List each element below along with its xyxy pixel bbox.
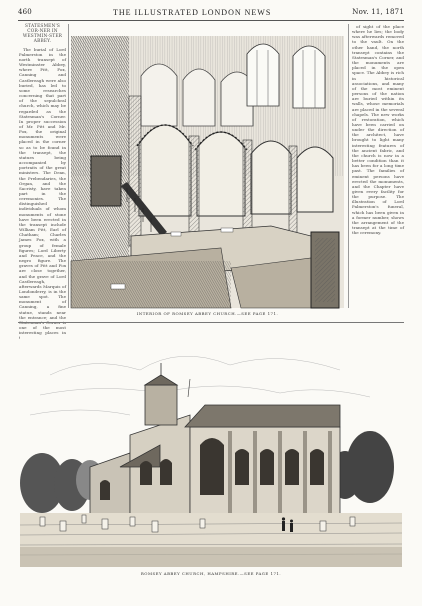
column-divider-left [68,24,69,308]
illustration-abbey-exterior [20,335,402,567]
article-body-right: of sight of the place where he lies; the body was afterwards removed to the vault. On the other hand, the north transept contains the Statesman's Corner, and the monuments are placed in the open space. The Abbey is rich in historical associations, and many of the most eminent persons of the nation are buried within its walls, whose memorials are placed in the several chapels. The new works of restoration, which have been carried on under the direction of the architect, have brought to light many interesting features of the ancient fabric, and the church is now in a better condition than it has been for a long time past. The families of eminent persons have erected the monuments, and the Chapter have given every facility for the purpose. The illustration of Lord Palmerston's funeral, which has been given in a former number, shows the arrangement of the transept at the time of the ceremony. [352,24,404,236]
illustration-abbey-interior [71,36,344,308]
header-rule [18,20,404,21]
abbey-interior-engraving [71,36,344,308]
caption-interior: INTERIOR OF ROMSEY ABBEY CHURCH.—SEE PAGE 171. [136,311,279,316]
article-heading: STATESMEN'S COR-NER IN WESTMIN-STER ABBEY. [22,24,63,45]
abbey-exterior-engraving [20,335,402,567]
page-header [18,7,404,17]
caption-exterior: ROMSEY ABBEY CHURCH, HAMPSHIRE.—SEE PAGE 171. [140,571,282,576]
article-body-left: The burial of Lord Palmerston in the north transept of Westminster Abbey, where Pitt, Fox, Canning and Castlereagh were also buried, has led to some researches concerning that part of the sepulchral church, which may be regarded as the Statesman's Corner. In proper succession of Mr. Pitt and Mr. Fox, the original monuments were placed in the corner so as to be found in the transept, the statues being accompanied by portraits of the great ministers. The Dean, the Prebendaries, the Organ, and the Sacristy, have taken part in the ceremonies. The distinguished individuals of whom monuments of stone have been erected in the transept include William Pitt, Earl of Chatham; Charles James Fox, with a group of female figures; Lord Liberty and Peace, and the negro figure. The graves of Pitt and Fox are close together, and the grave of Lord Castlereagh, afterwards Marquis of Londonderry, is in the same spot. The monument of Canning, a fine statue, stands near the entrance; and the Statesman's Corner is one of the most interesting places in [19,46,66,336]
publication-title: THE ILLUSTRATED LONDON NEWS [112,7,272,17]
right-text-column [352,24,404,324]
section-rule [18,322,404,323]
left-text-column [19,24,66,336]
column-divider-right [348,24,349,308]
page-number: 460 [18,8,32,16]
issue-date: Nov. 11, 1871 [352,8,404,16]
